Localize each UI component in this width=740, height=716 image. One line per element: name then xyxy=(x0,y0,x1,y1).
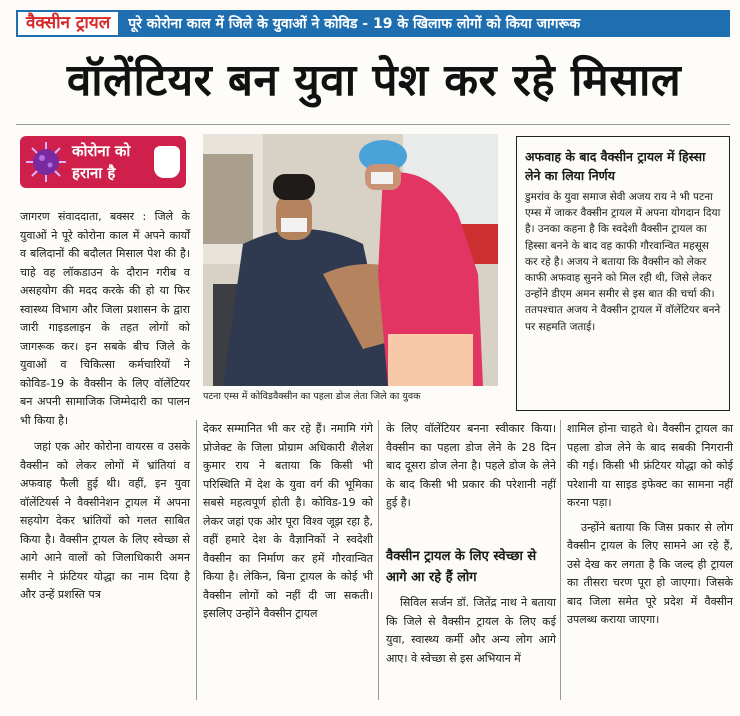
article-column-1 xyxy=(20,208,190,605)
sidebar-title: अफवाह के बाद वैक्सीन ट्रायल में हिस्सा लेने का लिया निर्णय xyxy=(525,149,706,183)
column-rule xyxy=(378,420,379,700)
fist-icon xyxy=(154,146,180,178)
header-bar xyxy=(16,10,730,37)
virus-icon xyxy=(24,140,68,184)
column-rule xyxy=(196,420,197,700)
article-column-4 xyxy=(567,420,733,630)
article-column-2 xyxy=(203,420,373,624)
paragraph: सिविल सर्जन डॉ. जितेंद्र नाथ ने बताया कि जिले से वैक्सीन ट्रायल के लिए कई युवा, स्वास्थ्य कर्मी और अन्य लोग आगे आए। वे स्वेच्छा से इस अभियान में xyxy=(386,596,556,665)
photo-caption: पटना एम्स में कोविडवैक्सीन का पहला डोज लेता जिले का युवक xyxy=(203,391,421,402)
divider xyxy=(16,124,730,125)
section-tag: वैक्सीन ट्रायल xyxy=(18,12,118,35)
badge-line2: हराना है xyxy=(72,164,116,182)
sidebar-box xyxy=(516,136,730,411)
header-subtitle: पूरे कोरोना काल में जिले के युवाओं ने कोविड - 19 के खिलाफ लोगों को किया जागरूक xyxy=(128,16,581,32)
headline: वॉलेंटियर बन युवा पेश कर रहे मिसाल xyxy=(66,55,682,106)
sidebar-body: डुमरांव के युवा समाज सेवी अजय राय ने भी पटना एम्स में जाकर वैक्सीन ट्रायल में अपना योगदान दिया है। उनका कहना है कि स्वदेशी वैक्सीन ट्रायल का हिस्सा बनने के बाद वह काफी गौरवान्वित महसूस कर रहे है। अजय ने बताया कि वैक्सीन को लेकर काफी अफवाह सुनने को मिल रही थी, जिसे लेकर उन्होंने डीएम अमन समीर से इस बात की चर्चा की। ततपश्चात अजय ने वैक्सीन ट्रायल में वॉलेंटियर बनने पर सहमति जताई। xyxy=(525,191,721,333)
paragraph: जागरण संवाददाता, बक्सर : जिले के युवाओं ने पूरे कोरोना काल में अपने कार्यों व बलिदानों की बदौलत मिसाल पेश की है। चाहे वह लॉकडाउन के दौरान गरीब व असहयोग की मदद करके की हो या फिर स्वास्थ्य विभाग और जिला प्रशासन के द्वारा जारी गाइडलाइन के तहत लोगों को जागरूक कर। इन सबके बीच जिले के युवाओं व चिकित्सा कर्मचारियों ने कोविड-19 के वैक्सीन के लिए वॉलेंटियर बन अपनी सामाजिक जिम्मेदारी का पालन भी किया है। xyxy=(20,210,190,427)
news-photo xyxy=(203,134,498,386)
paragraph: के लिए वॉलेंटियर बनना स्वीकार किया। वैक्सीन का पहला डोज लेने के 28 दिन बाद दूसरा डोज लेना है। पहले डोज के लेने के बाद किसी भी प्रकार की परेशानी नहीं हुई है। xyxy=(386,422,556,509)
article-column-3b xyxy=(386,594,556,668)
corona-badge xyxy=(20,136,186,188)
badge-line1: कोरोना को xyxy=(72,142,131,160)
article-column-3 xyxy=(386,420,556,513)
paragraph: जहां एक ओर कोरोना वायरस व उसके वैक्सीन को लेकर लोगों में भ्रांतियां व अफवाह फैली हुई थी। वहीं, इन युवा वॉलेंटियर्स ने वैक्सीनेशन ट्रायल में अपना सहयोग देकर भ्रांतियों को गलत साबित किया है। वैक्सीन ट्रायल के लिए स्वेच्छा से आगे आने वालों को जिलाधिकारी अमन समीर ने फ्रंटियर योद्धा का नाम दिया है और उन्हें प्रशस्ति पत्र xyxy=(20,440,190,601)
subheading: वैक्सीन ट्रायल के लिए स्वेच्छा से आगे आ रहे हैं लोग xyxy=(386,549,537,585)
paragraph: उन्होंने बताया कि जिस प्रकार से लोग वैक्सीन ट्रायल के लिए सामने आ रहे हैं, उसे देख कर लगता है कि जल्द ही ट्रायल का तीसरा चरण पूरा हो जाएगा। जिसके बाद जिला समेत पूरे प्रदेश में वैक्सीन उपलब्ध कराया जाएगा। xyxy=(567,520,733,626)
paragraph: देकर सम्मानित भी कर रहे हैं। नमामि गंगे प्रोजेक्ट के जिला प्रोग्राम अधिकारी शैलेश कुमार राय ने बताया कि किसी भी परिस्थिति में देश के युवा वर्ग की भूमिका सबसे महत्वपूर्ण होती है। कोविड-19 को लेकर जहां एक ओर पूरा विश्व जूझ रहा है, वहीं हमारे देश के वैज्ञानिकों ने स्वदेशी वैक्सीन का निर्माण कर हमें गौरवान्वित किया है। लेकिन, बिना ट्रायल के कोई भी वैक्सीन लोगों को नहीं दी जा सकती। इसलिए उन्होंने वैक्सीन ट्रायल xyxy=(203,422,373,620)
paragraph: शामिल होना चाहते थे। वैक्सीन ट्रायल का पहला डोज लेने के बाद सबकी निगरानी की गई। किसी भी फ्रंटियर योद्धा को कोई परेशानी या साइड इफेक्ट का सामना नहीं करना पड़ा। xyxy=(567,422,733,509)
badge-text xyxy=(72,140,142,184)
column-rule xyxy=(560,420,561,700)
